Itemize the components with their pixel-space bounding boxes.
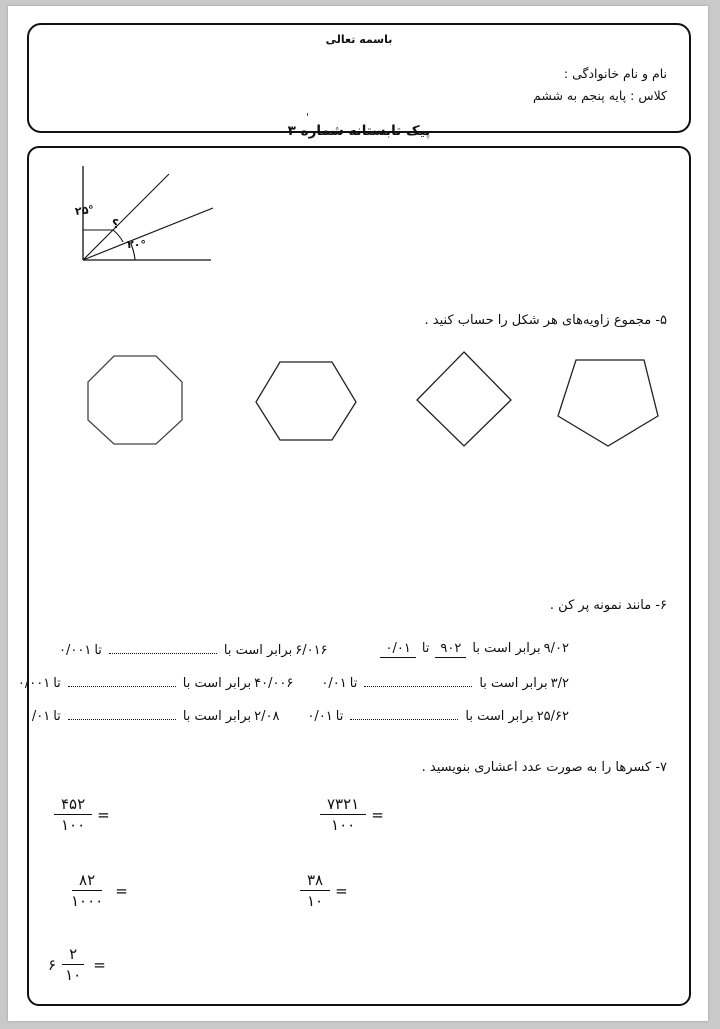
fill-row — [29, 633, 689, 666]
fill-unit-value: ۰/۰۰۱ — [17, 675, 51, 691]
fraction-denominator: ۱۰ — [307, 892, 324, 911]
fraction-numerator: ۳۸ — [300, 872, 330, 891]
fraction — [320, 796, 366, 835]
fraction-denominator: ۱۰۰۰ — [71, 892, 104, 911]
fill-unit-value: ۰/۰۱ — [380, 641, 415, 658]
equals-sign: = — [115, 882, 128, 901]
fill-answer-blank[interactable] — [364, 675, 472, 687]
fraction-item — [297, 872, 348, 911]
worksheet-page — [8, 6, 708, 1021]
fill-connector-equal: برابر است با — [182, 675, 252, 691]
fill-item — [25, 708, 308, 724]
fill-item-example — [356, 641, 659, 658]
fill-connector-of: تا — [335, 708, 344, 724]
fill-number: ۹/۰۲ — [543, 641, 569, 656]
question-6-rows — [17, 633, 689, 732]
worksheet-body — [17, 146, 691, 1006]
fill-item — [18, 675, 322, 691]
fill-item — [321, 675, 659, 691]
stray-ink-mark: ' — [306, 111, 310, 124]
fill-unit-value: ۰/۰۱ — [321, 675, 347, 691]
fraction-numerator: ۲ — [62, 946, 84, 965]
angle-diagram-svg — [61, 160, 226, 275]
fraction — [64, 872, 110, 911]
fraction-denominator: ۱۰ — [65, 966, 82, 985]
upper-diagonal-ray — [83, 174, 169, 260]
fraction-denominator: ۱۰۰ — [331, 816, 356, 835]
fill-connector-equal: برابر است با — [479, 675, 548, 691]
fill-item — [307, 708, 659, 724]
fraction-item — [317, 796, 384, 835]
fill-answer-field[interactable]: ۹۰۲ — [435, 641, 466, 658]
shape-hexagon — [248, 348, 363, 452]
angle-label-20: ۲۰° — [127, 238, 146, 251]
lower-diagonal-ray — [83, 208, 213, 260]
fill-unit-value: ۰/۰۱ — [307, 708, 333, 724]
fraction-numerator: ۴۵۲ — [54, 796, 92, 815]
fraction — [58, 946, 88, 985]
page-title: پیک تابستانه شماره ۳ — [287, 123, 431, 139]
fill-number: ۳/۲ — [550, 675, 569, 691]
fraction-item — [51, 796, 110, 835]
fill-connector-of: تا — [421, 641, 430, 656]
fraction — [54, 796, 92, 835]
fraction — [300, 872, 330, 911]
shape-square-diamond — [409, 348, 519, 452]
equals-sign: = — [97, 806, 110, 825]
fill-connector-of: تا — [53, 675, 61, 691]
angle-diagram — [61, 160, 226, 275]
unknown-angle-arc — [113, 230, 123, 242]
fill-connector-equal: برابر است با — [465, 708, 534, 724]
fill-connector-equal: برابر است با — [182, 708, 252, 724]
basmala-text: باسمه تعالی — [325, 33, 393, 46]
equals-sign: = — [335, 882, 348, 901]
equals-sign: = — [93, 956, 106, 975]
fill-unit-value: ۰/۰۱ — [24, 708, 51, 724]
fill-answer-blank[interactable] — [109, 642, 217, 654]
fill-answer-blank[interactable] — [68, 708, 176, 720]
fraction-denominator: ۱۰۰ — [61, 816, 86, 835]
fill-number: ۴۰/۰۰۶ — [254, 675, 294, 691]
student-name-label: نام و نام خانوادگی : — [563, 66, 667, 81]
equals-sign: = — [371, 806, 384, 825]
question-6-text: ۶- مانند نمونه پر کن . — [549, 598, 667, 613]
fill-answer-blank[interactable] — [68, 675, 176, 687]
fill-connector-equal: برابر است با — [472, 641, 541, 656]
fill-row — [24, 699, 689, 732]
fraction-numerator: ۸۲ — [72, 872, 102, 891]
fill-row — [17, 666, 689, 699]
fraction-numerator: ۷۳۲۱ — [320, 796, 366, 815]
fill-connector-of: تا — [53, 708, 61, 724]
fill-number: ۶/۰۱۶ — [295, 642, 328, 658]
fill-unit-value: ۰/۰۰۱ — [59, 642, 92, 658]
angle-label-unknown: ؟ — [112, 217, 119, 231]
fill-connector-of: تا — [94, 642, 102, 658]
shape-octagon — [80, 348, 190, 452]
fill-number: ۲/۰۸ — [254, 708, 280, 724]
class-label: کلاس : پایه پنجم به ششم — [533, 87, 667, 103]
fraction-item — [61, 872, 128, 911]
question-7-text: ۷- کسرها را به صورت عدد اعشاری بنویسید . — [421, 760, 667, 775]
shape-pentagon — [550, 348, 665, 452]
fraction-whole: ۶ — [48, 956, 57, 975]
fill-connector-of: تا — [349, 675, 358, 691]
fill-number: ۲۵/۶۲ — [536, 708, 569, 724]
fraction-item-mixed — [47, 946, 106, 985]
angle-label-25: ۲۵° — [74, 203, 95, 218]
header-box — [27, 23, 691, 139]
fill-connector-equal: برابر است با — [223, 642, 293, 658]
fill-item — [59, 642, 356, 658]
question-5-text: ۵- مجموع زاویه‌های هر شکل را حساب کنید . — [424, 313, 667, 328]
polygon-row — [29, 348, 689, 458]
fill-answer-blank[interactable] — [350, 708, 458, 720]
question-7-fractions — [29, 788, 689, 1003]
student-identification — [533, 63, 667, 107]
